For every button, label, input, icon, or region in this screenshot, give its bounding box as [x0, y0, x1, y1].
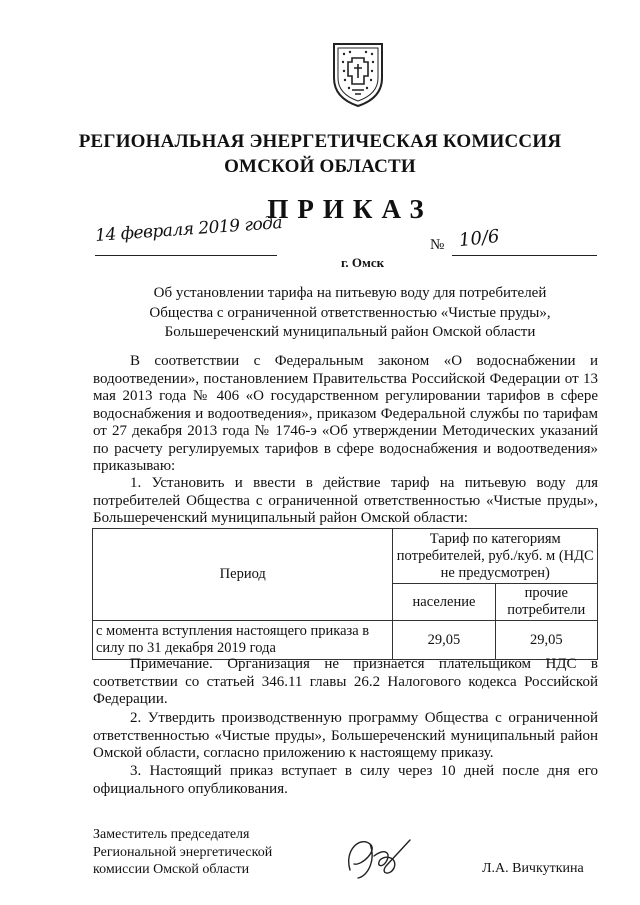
table-row [93, 621, 598, 660]
position-line-1: Заместитель председателя [93, 827, 250, 842]
subject-line-1: Об установлении тарифа на питьевую воду для потребителей [153, 285, 547, 301]
position-line-2: Региональной энергетической [93, 844, 273, 860]
row-period: с момента вступления настоящего приказа в силу по 31 декабря 2019 года [93, 621, 393, 660]
coat-of-arms-emblem [330, 38, 386, 108]
signatory-position [93, 826, 272, 879]
document-type-title: ПРИКАЗ [267, 194, 433, 224]
subject-line-2: Общества с ограниченной ответственностью «Чистые пруды», [149, 304, 551, 321]
item-3-paragraph: 3. Настоящий приказ вступает в силу через 10 дней после дня его официального опубликования. [93, 763, 598, 797]
preamble-paragraph: В соответствии с Федеральным законом «О водоснабжении и водоотведении», постановлением Правительства Российской Федерации от 13 мая 2013 года № 406 «О государственном регулировании тарифов в сфере водоснабжения и водоотведения», приказом Федеральной службы по тарифам от 27 декабря 2013 года № 1746-э «Об утверждении Методических указаний по расчету регулируемых тарифов в сфере водоснабжения и водоотведения» приказываю: [93, 353, 598, 474]
header-tariff-group: Тариф по категориям потребителей, руб./куб. м (НДС не предусмотрен) [393, 529, 598, 584]
organization-name-line1: РЕГИОНАЛЬНАЯ ЭНЕРГЕТИЧЕСКАЯ КОМИССИЯ [78, 131, 562, 152]
handwritten-date: 14 февраля 2019 года [94, 212, 283, 246]
header-population: население [393, 584, 495, 621]
item-2-paragraph: 2. Утвердить производственную программу Общества с ограниченной ответственностью «Чистые пруды», Большереченский муниципальный район Омской области, согласно приложению к настоящему приказу. [93, 710, 598, 761]
tariff-table [92, 528, 598, 660]
position-line-3: комиссии Омской области [93, 862, 250, 877]
row-other-value: 29,05 [495, 621, 598, 660]
signatory-name: Л.А. Вичкуткина [482, 861, 584, 876]
item-1-paragraph: 1. Установить и ввести в действие тариф на питьевую воду для потребителей Общества с ограниченной ответственностью «Чистые пруды», Большереченский муниципальный район Омской области: [93, 475, 598, 526]
subject-line-3: Большереченский муниципальный район Омской области [164, 324, 536, 340]
handwritten-signature [340, 830, 415, 885]
date-underline [95, 255, 277, 256]
handwritten-number: 10/6 [458, 225, 501, 252]
note-paragraph: Примечание. Организация не признается плательщиком НДС в соответствии со статьей 346.11 главы 26.2 Налогового кодекса Российской Федерации. [93, 656, 598, 707]
city-label: г. Омск [341, 255, 385, 270]
order-subject [100, 284, 600, 343]
organization-name-line2: ОМСКОЙ ОБЛАСТИ [224, 156, 416, 177]
number-underline [452, 255, 597, 256]
row-population-value: 29,05 [393, 621, 495, 660]
header-period: Период [93, 529, 393, 621]
number-label: № [430, 237, 445, 253]
header-other-consumers: прочие потребители [495, 584, 598, 621]
